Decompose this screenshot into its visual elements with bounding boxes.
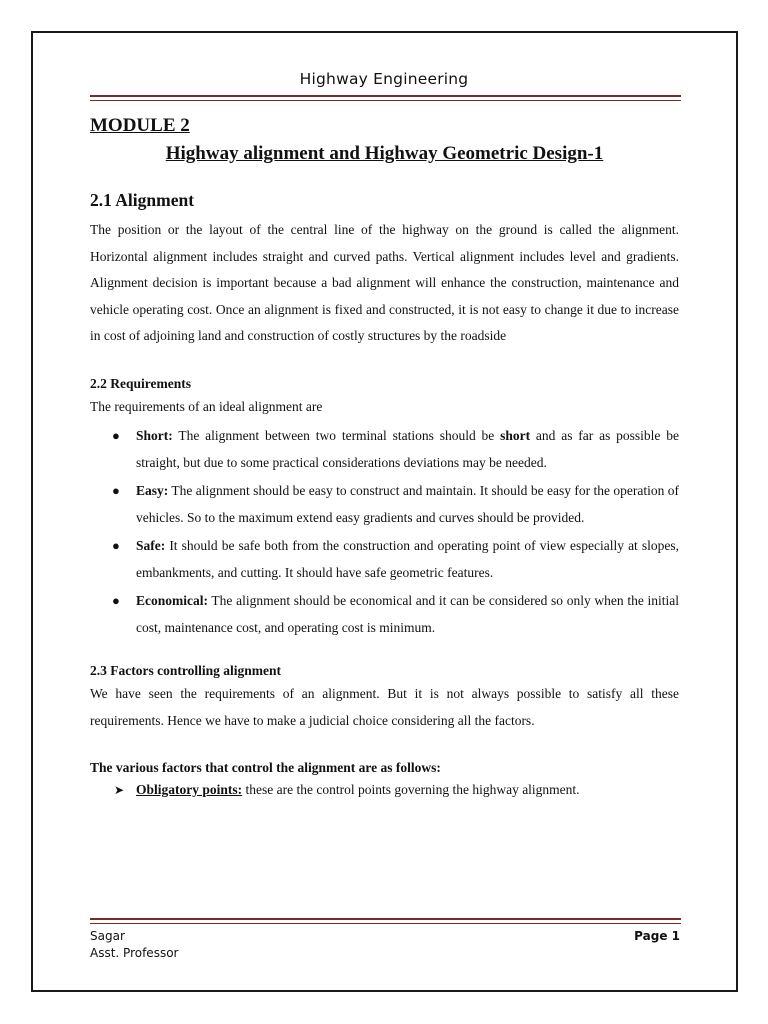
requirements-list — [90, 423, 679, 641]
factors-list-heading: The various factors that control the alignment are as follows: — [90, 760, 441, 775]
footer-author: Sagar — [90, 929, 125, 943]
header-rule — [90, 95, 681, 97]
bullet-icon: ● — [112, 593, 120, 608]
arrow-bullet-icon: ➤ — [114, 783, 125, 797]
list-item: ● Short: The alignment between two terminal stations should be short and as far as possible be straight, but due to some practical considerations deviations may be needed. — [90, 423, 679, 476]
list-item: ● Easy: The alignment should be easy to construct and maintain. It should be easy for the operation of vehicles. So to the maximum extend easy gradients and curves should be provided. — [90, 478, 679, 531]
list-item: ● Safe: It should be safe both from the construction and operating point of view especially at slopes, embankments, and cutting. It should have safe geometric features. — [90, 533, 679, 586]
running-header: Highway Engineering — [299, 70, 469, 88]
module-label: MODULE 2 — [90, 115, 190, 136]
page-content — [90, 112, 679, 802]
requirements-intro: The requirements of an ideal alignment are — [90, 398, 323, 414]
bullet-icon: ● — [112, 428, 120, 443]
page-number: Page 1 — [634, 929, 680, 943]
alignment-paragraph: The position or the layout of the central line of the highway on the ground is called the alignment. Horizontal alignment includes straight and curved paths. Vertical alignment includes level and gradients. Alignment decision is important because a bad alignment will enhance the construction, maintenance and vehicle operating cost. Once an alignment is fixed and constructed, it is not easy to change it due to increase in cost of adjoining land and construction of costly structures by the roadside — [90, 222, 679, 343]
page-footer — [90, 928, 680, 962]
factors-paragraph: We have seen the requirements of an alignment. But it is not always possible to satisfy all these requirements. Hence we have to make a judicial choice considering all the factors. — [90, 686, 679, 728]
section-heading-factors: 2.3 Factors controlling alignment — [90, 663, 281, 678]
module-title: Highway alignment and Highway Geometric Design-1 — [165, 143, 604, 164]
list-item: ➤ Obligatory points: these are the control points governing the highway alignment. — [90, 778, 679, 802]
bullet-icon: ● — [112, 538, 120, 553]
footer-rule — [90, 918, 681, 920]
section-heading-alignment: 2.1 Alignment — [90, 190, 195, 210]
header-rule-thin — [90, 100, 681, 101]
footer-designation: Asst. Professor — [90, 946, 179, 960]
footer-rule-thin — [90, 923, 681, 924]
section-heading-requirements: 2.2 Requirements — [90, 375, 191, 391]
list-item: ● Economical: The alignment should be economical and it can be considered so only when the initial cost, maintenance cost, and operating cost is minimum. — [90, 588, 679, 641]
bullet-icon: ● — [112, 483, 120, 498]
